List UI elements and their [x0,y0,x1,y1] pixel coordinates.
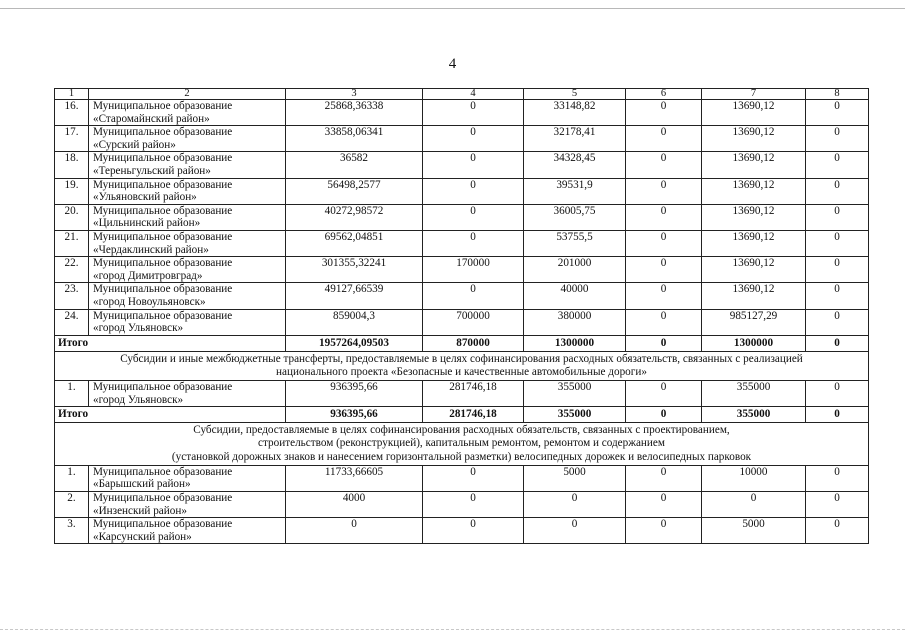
value-cell-5: 53755,5 [524,230,626,256]
value-cell-3: 4000 [286,492,423,518]
row-number: 21. [55,230,89,256]
value-cell-7: 5000 [702,518,806,544]
header-cell: 5 [524,89,626,100]
value-cell-3: 11733,66605 [286,465,423,491]
municipality-name [89,492,286,518]
value-cell-8: 0 [806,178,869,204]
value-cell-8: 0 [806,257,869,283]
municipality-name [89,465,286,491]
section-title-line: Субсидии и иные межбюджетные трансферты, предоставляемые в целях софинансирования расходных обязательств, связанных с реализацией [120,352,803,365]
row-number: 19. [55,178,89,204]
municipality-name-line2: «Ульяновский район» [93,191,197,204]
municipality-name-line2: «город Ульяновск» [93,322,184,335]
municipality-name-line1: Муниципальное образование [93,283,233,296]
value-cell-3: 33858,06341 [286,126,423,152]
value-cell-6: 0 [626,204,702,230]
value-cell-5: 33148,82 [524,100,626,126]
value-cell-7: 355000 [702,381,806,407]
header-cell: 1 [55,89,89,100]
value-cell-5: 36005,75 [524,204,626,230]
value-cell-4: 170000 [423,257,524,283]
row-number: 17. [55,126,89,152]
table-row [55,518,869,544]
municipality-name-line1: Муниципальное образование [93,381,233,394]
value-cell-3: 301355,32241 [286,257,423,283]
value-cell-6: 0 [626,126,702,152]
total-value: 0 [806,407,869,423]
municipality-name-line2: «Карсунский район» [93,530,192,543]
value-cell-8: 0 [806,230,869,256]
municipality-name-line1: Муниципальное образование [93,518,233,531]
row-number: 22. [55,257,89,283]
total-value: 1300000 [524,335,626,351]
value-cell-5: 0 [524,518,626,544]
municipality-name-line1: Муниципальное образование [93,257,233,270]
municipality-name-line1: Муниципальное образование [93,152,233,165]
municipality-name [89,204,286,230]
municipality-name-line2: «город Новоульяновск» [93,295,206,308]
value-cell-4: 0 [423,230,524,256]
total-value: 936395,66 [286,407,423,423]
value-cell-4: 0 [423,465,524,491]
column-number-header [55,89,869,100]
municipality-name-line2: «Чердаклинский район» [93,243,209,256]
municipality-name-line1: Муниципальное образование [93,100,233,112]
header-cell: 7 [702,89,806,100]
value-cell-6: 0 [626,465,702,491]
value-cell-8: 0 [806,100,869,126]
municipality-name-line1: Муниципальное образование [93,204,233,217]
header-cell: 6 [626,89,702,100]
value-cell-8: 0 [806,204,869,230]
table-row [55,309,869,335]
section-title-line: Субсидии, предоставляемые в целях софинансирования расходных обязательств, связанных с проектированием, [193,424,730,437]
value-cell-5: 34328,45 [524,152,626,178]
municipality-name-line1: Муниципальное образование [93,465,233,478]
value-cell-4: 700000 [423,309,524,335]
total-value: 281746,18 [423,407,524,423]
value-cell-4: 281746,18 [423,381,524,407]
header-cell: 8 [806,89,869,100]
table-row [55,126,869,152]
row-number: 18. [55,152,89,178]
value-cell-4: 0 [423,178,524,204]
table-row [55,230,869,256]
municipality-name [89,283,286,309]
value-cell-3: 49127,66539 [286,283,423,309]
row-number: 1. [55,381,89,407]
value-cell-4: 0 [423,204,524,230]
municipality-name [89,152,286,178]
municipality-name [89,126,286,152]
value-cell-4: 0 [423,152,524,178]
municipality-name-line1: Муниципальное образование [93,178,233,191]
value-cell-7: 13690,12 [702,257,806,283]
value-cell-8: 0 [806,283,869,309]
value-cell-3: 69562,04851 [286,230,423,256]
value-cell-5: 0 [524,492,626,518]
total-value: 1957264,09503 [286,335,423,351]
total-row [55,407,869,423]
municipality-name-line2: «Сурский район» [93,138,176,151]
municipality-name [89,230,286,256]
total-value: 0 [626,335,702,351]
total-value: 0 [626,407,702,423]
value-cell-6: 0 [626,381,702,407]
value-cell-4: 0 [423,126,524,152]
total-label: Итого [55,335,286,351]
total-value: 1300000 [702,335,806,351]
municipality-name-line2: «город Димитровград» [93,269,203,282]
value-cell-7: 13690,12 [702,230,806,256]
value-cell-4: 0 [423,518,524,544]
municipality-name [89,309,286,335]
value-cell-7: 0 [702,492,806,518]
section-title-line: национального проекта «Безопасные и качественные автомобильные дороги» [276,365,647,378]
value-cell-4: 0 [423,283,524,309]
total-value: 355000 [702,407,806,423]
municipality-name [89,178,286,204]
value-cell-3: 0 [286,518,423,544]
value-cell-5: 5000 [524,465,626,491]
value-cell-7: 13690,12 [702,100,806,126]
municipality-name [89,518,286,544]
scan-top-border [0,8,905,9]
municipality-name-line2: «Тереньгульский район» [93,164,211,177]
value-cell-6: 0 [626,178,702,204]
value-cell-3: 40272,98572 [286,204,423,230]
value-cell-8: 0 [806,518,869,544]
value-cell-7: 13690,12 [702,126,806,152]
value-cell-3: 859004,3 [286,309,423,335]
row-number: 3. [55,518,89,544]
value-cell-7: 13690,12 [702,204,806,230]
total-value: 870000 [423,335,524,351]
value-cell-8: 0 [806,465,869,491]
value-cell-7: 10000 [702,465,806,491]
value-cell-8: 0 [806,126,869,152]
value-cell-8: 0 [806,309,869,335]
value-cell-6: 0 [626,152,702,178]
section-title [55,351,869,380]
value-cell-6: 0 [626,257,702,283]
municipality-name-line2: «Старомайнский район» [93,112,210,125]
value-cell-3: 56498,2577 [286,178,423,204]
row-number: 20. [55,204,89,230]
value-cell-3: 36582 [286,152,423,178]
total-label: Итого [55,407,286,423]
municipality-name-line1: Муниципальное образование [93,492,233,505]
value-cell-4: 0 [423,492,524,518]
row-number: 1. [55,465,89,491]
value-cell-6: 0 [626,309,702,335]
section-header-row [55,423,869,466]
value-cell-5: 201000 [524,257,626,283]
table-row [55,100,869,126]
row-number: 2. [55,492,89,518]
table-row [55,178,869,204]
table-row [55,152,869,178]
municipality-name-line2: «Цильнинский район» [93,217,201,230]
row-number: 23. [55,283,89,309]
scan-bottom-border [0,629,905,630]
subsidy-table [54,88,869,544]
municipality-name-line2: «Инзенский район» [93,504,187,517]
value-cell-6: 0 [626,283,702,309]
value-cell-6: 0 [626,230,702,256]
value-cell-5: 40000 [524,283,626,309]
table-row [55,492,869,518]
municipality-name-line2: «Барышский район» [93,478,191,491]
value-cell-8: 0 [806,381,869,407]
header-cell: 3 [286,89,423,100]
total-value: 0 [806,335,869,351]
municipality-name-line1: Муниципальное образование [93,126,233,139]
value-cell-4: 0 [423,100,524,126]
value-cell-7: 985127,29 [702,309,806,335]
section-title-line: строительством (реконструкцией), капитальным ремонтом, ремонтом и содержанием [258,437,665,450]
value-cell-3: 936395,66 [286,381,423,407]
value-cell-6: 0 [626,518,702,544]
value-cell-7: 13690,12 [702,178,806,204]
header-cell: 2 [89,89,286,100]
value-cell-5: 39531,9 [524,178,626,204]
row-number: 24. [55,309,89,335]
value-cell-6: 0 [626,492,702,518]
header-cell: 4 [423,89,524,100]
row-number: 16. [55,100,89,126]
municipality-name [89,381,286,407]
value-cell-8: 0 [806,152,869,178]
table-row [55,204,869,230]
value-cell-5: 380000 [524,309,626,335]
table-row [55,465,869,491]
value-cell-7: 13690,12 [702,152,806,178]
table-row [55,257,869,283]
value-cell-8: 0 [806,492,869,518]
municipality-name [89,257,286,283]
municipality-name-line1: Муниципальное образование [93,230,233,243]
total-value: 355000 [524,407,626,423]
value-cell-6: 0 [626,100,702,126]
municipality-name [89,100,286,126]
section-header-row [55,351,869,380]
section-title-line: (установкой дорожных знаков и нанесением горизонтальной разметки) велосипедных дорожек и велосипедных парковок [171,450,752,463]
page-number: 4 [448,56,457,72]
section-title [55,423,869,466]
value-cell-7: 13690,12 [702,283,806,309]
value-cell-5: 355000 [524,381,626,407]
table-row [55,381,869,407]
municipality-name-line2: «город Ульяновск» [93,393,184,406]
value-cell-3: 25868,36338 [286,100,423,126]
value-cell-5: 32178,41 [524,126,626,152]
table-row [55,283,869,309]
total-row [55,335,869,351]
municipality-name-line1: Муниципальное образование [93,309,233,322]
